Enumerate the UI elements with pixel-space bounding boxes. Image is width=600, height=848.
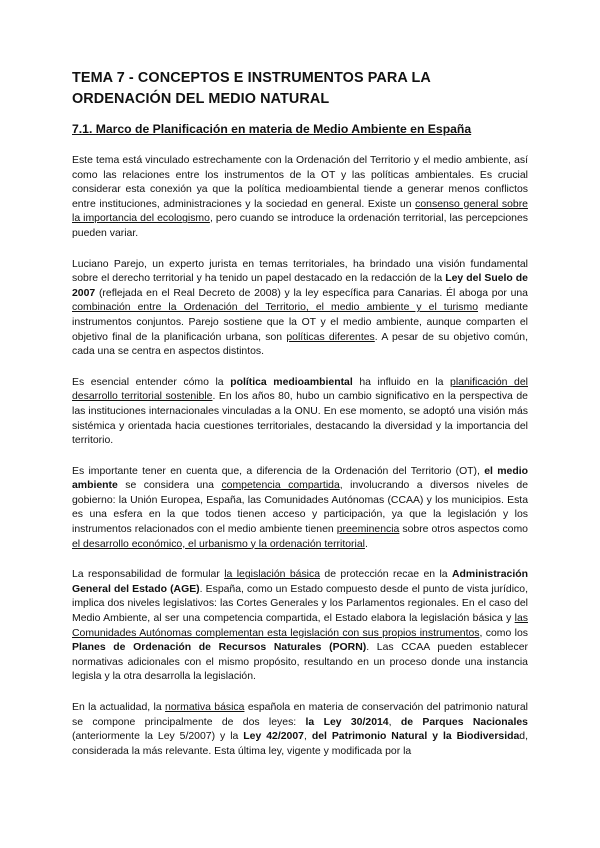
text-run: ha influido en la [352, 376, 451, 388]
text-run: , involucrando a diversos niveles de gobierno: la Unión Europea, España, las Comunidades Autónomas (CCAA) y los municipios. Esta es una esfera en la que todos tienen acceso y participación, ya que la legislación y los instrumentos relacionados con el medio ambiente tienen [72, 480, 529, 536]
text-run: de protección recae en la [320, 569, 453, 581]
bold-text: Ley del Suelo de 2007 [72, 273, 528, 299]
text-run: Luciano Parejo, un experto jurista en temas territoriales, ha brindado una visión fundamental sobre el derecho territorial y ha tenido un papel destacado en la redacción de la [72, 258, 528, 285]
document-body [72, 154, 528, 759]
underlined-text: combinación entre la Ordenación del Territorio, el medio ambiente y el turismo [72, 302, 479, 314]
text-run: , como los [479, 627, 528, 639]
bold-text: Planes de Ordenación de Recursos Naturales (PORN) [72, 642, 367, 654]
underlined-text: competencia compartida [221, 480, 340, 492]
text-run: mediante instrumentos conjuntos. Parejo sostiene que la OT y el medio ambiente, aunque comparten el objetivo final de la planificación urbana, son [72, 302, 528, 343]
text-run: . España, como un Estado compuesto desde el punto de vista jurídico, implica dos niveles legislativos: las Cortes Generales y los Parlamentos regionales. En el caso del Medio Ambiente, al ser una competencia compartida, el Estado elabora la legislación básica y [72, 583, 528, 625]
text-run: (anteriormente la Ley 5/2007) y la [72, 731, 244, 743]
bold-text: la Ley 30/2014 [305, 716, 389, 728]
underlined-text: planificación del desarrollo territorial sostenible [72, 376, 528, 403]
text-run: se considera una [117, 480, 222, 492]
text-run: (reflejada en el Real Decreto de 2008) y la ley específica para Canarias. Él aboga por una [95, 287, 528, 299]
bold-text: política medioambiental [230, 376, 353, 388]
text-run: española en materia de conservación del patrimonio natural se compone principalmente de dos leyes: [72, 702, 528, 728]
text-run: , [388, 716, 401, 728]
document-title: TEMA 7 - CONCEPTOS E INSTRUMENTOS PARA LA ORDENACIÓN DEL MEDIO NATURAL [72, 70, 431, 107]
underlined-text: políticas diferentes [286, 331, 375, 343]
text-run: La responsabilidad de formular [72, 569, 225, 581]
section-title: 7.1. Marco de Planificación en materia de Medio Ambiente en España [72, 122, 472, 136]
paragraph-competencia-compartida [72, 465, 528, 553]
text-run: sobre otros aspectos como [399, 524, 528, 536]
paragraph-parejo [72, 258, 528, 360]
text-run: Es esencial entender cómo la [72, 376, 231, 388]
paragraph-intro [72, 154, 528, 242]
text-run: Es importante tener en cuenta que, a diferencia de la Ordenación del Territorio (OT), [72, 465, 485, 477]
text-run: En la actualidad, la [72, 702, 166, 713]
text-run: . A pesar de su objetivo común, cada una se centra en aspectos distintos. [72, 331, 528, 358]
text-run: , pero cuando se introduce la ordenación territorial, las percepciones pueden variar. [72, 213, 529, 239]
underlined-text: normativa básica [165, 702, 245, 713]
text-run: . [364, 538, 368, 550]
paragraph-legislacion-basica [72, 568, 528, 685]
paragraph-politica-medioambiental [72, 376, 528, 449]
paragraph-normativa-basica [72, 701, 528, 759]
underlined-text: consenso general sobre la importancia del ecologismo [72, 198, 528, 225]
underlined-text: la legislación básica [224, 569, 321, 581]
text-run: , [303, 731, 312, 743]
bold-text: Ley 42/2007 [243, 731, 304, 743]
bold-text: Administración General del Estado (AGE) [72, 569, 528, 595]
underlined-text: preeminencia [336, 524, 400, 536]
underlined-text: el desarrollo económico, el urbanismo y la ordenación territorial [72, 538, 365, 550]
text-run: . En los años 80, hubo un cambio significativo en la perspectiva de las instituciones internacionales vinculadas a la ONU. En ese momento, se adoptó una visión más sistémica y orientada hacia cuestiones territoriales, destacando la diversidad y la importancia del territorio. [72, 391, 528, 447]
bold-text: el medio ambiente [72, 465, 528, 492]
text-run: d, considerada la más relevante. Esta última ley, vigente y modificada por la [72, 731, 528, 757]
document-page [72, 68, 528, 775]
text-run: . Las CCAA pueden establecer normativas adicionales con el mismo propósito, resultando en un proceso donde una instancia legisla y la otra desarrolla la legislación. [72, 642, 528, 683]
text-run: Este tema está vinculado estrechamente con la Ordenación del Territorio y el medio ambiente, así como las relaciones entre los instrumentos de la OT y las políticas ambientales. Es crucial considerar esta conexión ya que la política medioambiental tiende a generar menos conflictos entre instituciones, administraciones y la sociedad en general. Existe un [72, 155, 528, 210]
bold-text: del Patrimonio Natural y la Biodiversida [311, 731, 520, 743]
underlined-text: las Comunidades Autónomas complementan esta legislación con sus propios instrumentos [72, 613, 528, 639]
bold-text: de Parques Nacionales [400, 716, 528, 728]
